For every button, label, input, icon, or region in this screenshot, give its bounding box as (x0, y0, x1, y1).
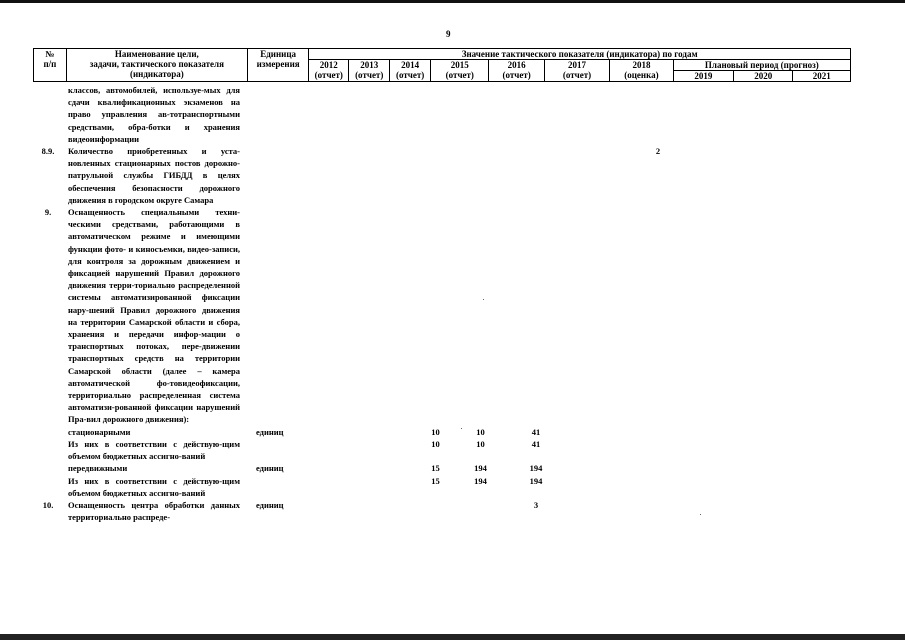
table-row (33, 426, 851, 438)
row-number: 9. (44, 207, 52, 218)
row-number: 8.9. (41, 146, 55, 157)
scan-speck (700, 514, 701, 515)
row-unit: единиц (256, 426, 284, 437)
year-2012-header: 2012 (отчет) (309, 60, 349, 82)
row-name: передвижными (68, 463, 128, 474)
row-unit: единиц (256, 463, 284, 474)
value-2016: 194 (529, 475, 543, 486)
num-column-header: № п/п (34, 49, 67, 82)
value-2014: 10 (431, 426, 440, 437)
row-unit: единиц (256, 499, 284, 510)
table-row (33, 206, 851, 426)
value-2018: 2 (655, 146, 661, 157)
plan-period-header: Плановый период (прогноз) (673, 60, 850, 71)
table-header (33, 48, 851, 82)
value-2014: 10 (431, 438, 440, 449)
table-row (33, 145, 851, 206)
row-number: 10. (42, 499, 54, 510)
year-2016-header: 2016 (отчет) (489, 60, 544, 82)
value-2015: 194 (474, 463, 487, 474)
row-name: классов, автомобилей, используе-мых для сдачи квалификационных экзаменов на право управления ав-тотранспортными средствами, обра-ботки и хранения видеоинформации (68, 85, 240, 144)
table-body (33, 84, 851, 523)
value-2014: 15 (431, 463, 440, 474)
page-number: 9 (446, 29, 451, 39)
row-name: Из них в соответствии с действую-щим объемом бюджетных ассигно-ваний (68, 438, 240, 462)
values-title: Значение тактического показателя (индикатора) по годам (309, 49, 851, 60)
row-name: Количество приобретенных и уста-новленных стационарных постов дорожно-патрульной службы ГИБДД в целях обеспечения безопасности дорожного движения в городском округе Самара (68, 146, 240, 205)
value-2016: 41 (531, 438, 541, 449)
year-2014-header: 2014 (отчет) (390, 60, 431, 82)
year-2017-header: 2017 (отчет) (544, 60, 610, 82)
value-2016: 194 (529, 463, 543, 474)
unit-column-header: Единица измерения (247, 49, 308, 82)
row-name: Из них в соответствии с действую-щим объемом бюджетных ассигно-ваний (68, 475, 240, 498)
table-row (33, 475, 851, 499)
top-border (0, 0, 905, 3)
row-name: стационарными (68, 426, 131, 437)
value-2015: 194 (474, 475, 487, 486)
plan-year-2021-header: 2021 (793, 71, 851, 82)
value-2014: 15 (431, 475, 440, 486)
plan-year-2020-header: 2020 (734, 71, 793, 82)
table-row (33, 438, 851, 462)
plan-year-2019-header: 2019 (673, 71, 733, 82)
value-2015: 10 (476, 426, 485, 437)
year-2018-header: 2018 (оценка) (610, 60, 673, 82)
value-2015: 10 (476, 438, 485, 449)
table-row (33, 499, 851, 523)
table-row (33, 84, 851, 145)
name-column-header: Наименование цели, задачи, тактического показателя (индикатора) (66, 49, 247, 82)
row-name: Оснащенность центра обработки данных территориально распреде- (68, 499, 240, 523)
table-row (33, 462, 851, 474)
year-2015-header: 2015 (отчет) (431, 60, 489, 82)
row-name: Оснащенность специальными техни-ческими средствами, работающими в автоматическом режиме и имеющими функции фото- и киносъемки, видео-записи, для контроля за дорожным движением и фиксацией нарушений Правил дорожного движения терри-ториально распределенной системы автоматизированной фиксации нару-шений Правил дорожного движения на территории Самарской области и сбора, хранения и передачи инфор-мации о транспортных потоках, пере-движении транспортных средств на территории Самарской области (далее – камера автоматической фо-товидеофиксации, территориально распределенная система автоматизи-рованной фиксации нарушений Пра-вил дорожного движения): (68, 207, 240, 425)
scan-speck (461, 428, 462, 429)
value-2016: 41 (531, 426, 541, 437)
value-2016: 3 (533, 499, 539, 510)
bottom-border (0, 634, 905, 640)
year-2013-header: 2013 (отчет) (349, 60, 390, 82)
scan-speck (483, 299, 484, 300)
